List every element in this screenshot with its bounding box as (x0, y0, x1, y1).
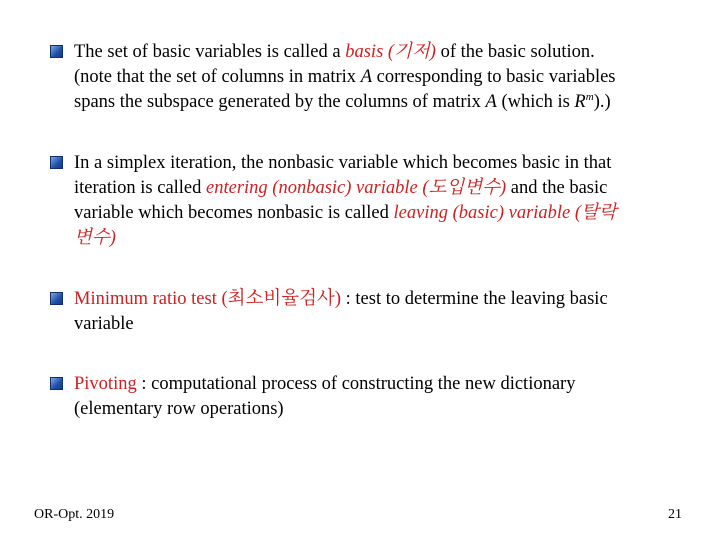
text-run: (elementary row operations) (74, 399, 284, 419)
text-run: and the basic (506, 178, 608, 198)
superscript: m (585, 90, 594, 103)
text-run: : computational process of constructing the new dictionary (136, 374, 576, 394)
square-bullet-icon (50, 45, 63, 58)
bullet-text (74, 40, 690, 115)
term-leaving-variable: leaving (basic) variable (탈락 (393, 203, 617, 223)
text-run: spans the subspace generated by the columns of matrix (74, 92, 486, 112)
page-number: 21 (668, 507, 682, 522)
text-run: iteration is called (74, 178, 207, 198)
bullet-pivoting (50, 372, 690, 422)
term-min-ratio-test: Minimum ratio test (최소비율검사) (74, 289, 342, 309)
text-run: ).) (593, 92, 611, 112)
bullet-min-ratio-test (50, 287, 690, 337)
term-pivoting: Pivoting (74, 374, 137, 394)
text-run: : test to determine the leaving basic (341, 289, 608, 309)
text-run: of the basic solution. (435, 42, 595, 62)
term-basis: basis (기저) (345, 42, 436, 62)
square-bullet-icon (50, 292, 63, 305)
text-run: In a simplex iteration, the nonbasic variable which becomes basic in that (74, 153, 612, 173)
term-entering-variable: entering (nonbasic) variable (도입변수) (206, 178, 507, 198)
text-run: (note that the set of columns in matrix (74, 67, 361, 87)
footer-course-label: OR-Opt. 2019 (34, 507, 115, 522)
bullet-basis (50, 40, 690, 115)
text-run: variable which becomes nonbasic is called (74, 203, 394, 223)
matrix-symbol: A (485, 92, 497, 112)
text-run: variable (74, 314, 134, 334)
term-leaving-variable-cont: 변수) (74, 228, 116, 248)
bullet-text (74, 287, 690, 337)
text-run: The set of basic variables is called a (74, 42, 346, 62)
space-symbol: R (574, 92, 586, 112)
bullet-text (74, 372, 690, 422)
square-bullet-icon (50, 156, 63, 169)
matrix-symbol: A (360, 67, 372, 87)
bullet-entering-leaving (50, 151, 690, 251)
bullet-text (74, 151, 690, 251)
square-bullet-icon (50, 377, 63, 390)
text-run: corresponding to basic variables (372, 67, 616, 87)
text-run: (which is (496, 92, 575, 112)
